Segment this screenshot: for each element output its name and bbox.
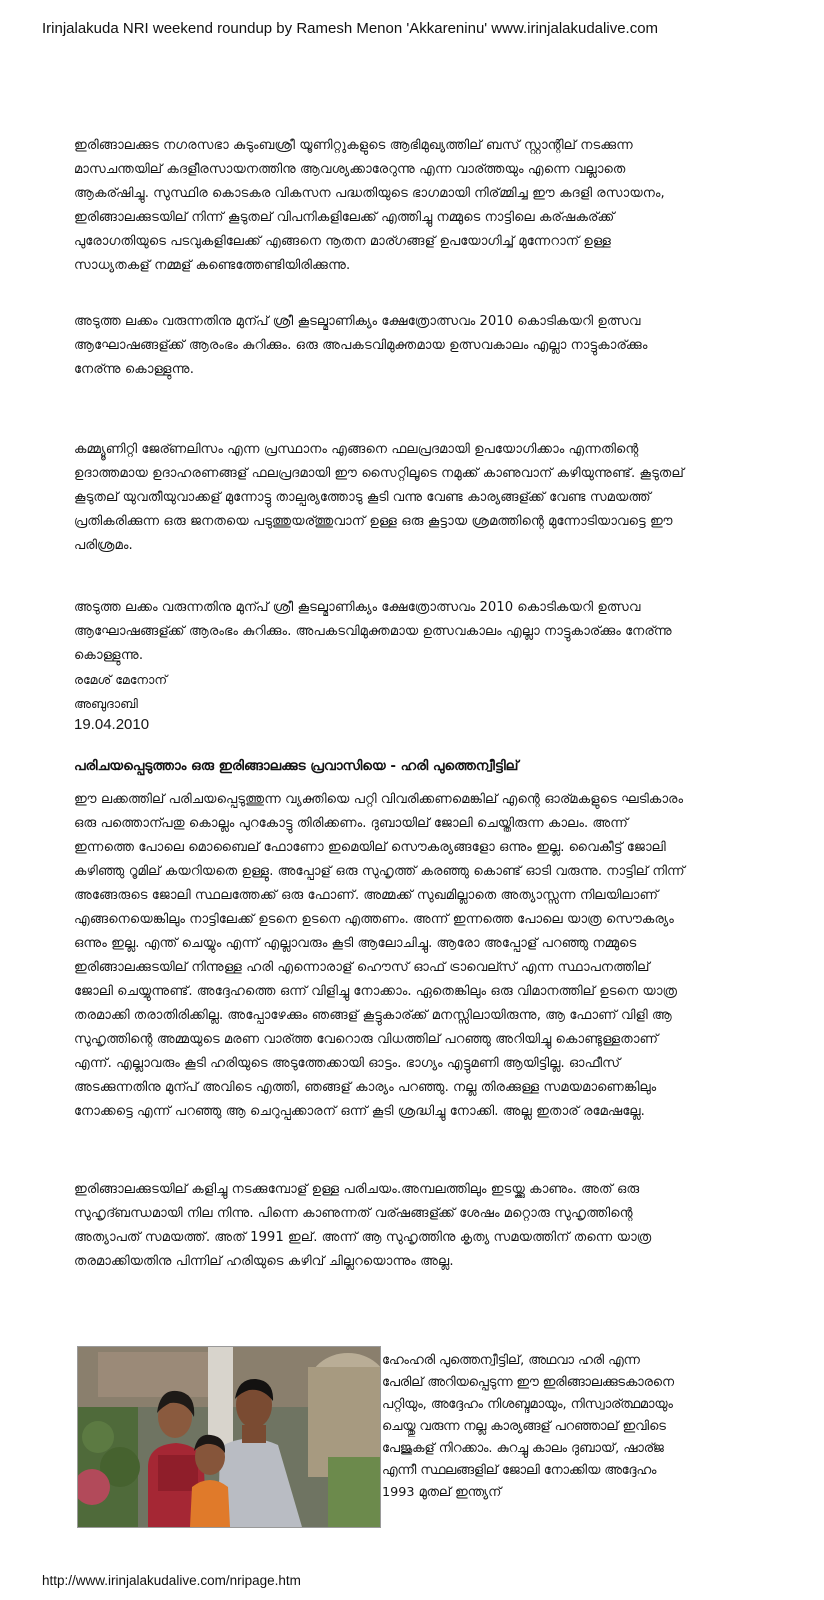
paragraph-festival-notice-repeat: അടുത്ത ലക്കം വരുന്നതിനു മുന്പ് ശ്രീ കൂടല്മാണിക്യം ക്ഷേത്രോത്സവം 2010 കൊടികയറി ഉത്സവ ആഘോഷങ്ങള്ക്ക് ആരംഭം കുറിക്കും. അപകടവിമുക്തമായ ഉത്സവകാലം എല്ലാ നാട്ടുകാര്ക്കും നേര്ന്നു കൊള്ളുന്നു. bbox=[74, 600, 672, 663]
page-url: http://www.irinjalakudalive.com/nripage.htm bbox=[42, 1573, 301, 1588]
article-paragraph-friendship: ഇരിങ്ങാലക്കുടയില് കളിച്ചു നടക്കുമ്പോള് ഉള്ള പരിചയം.അമ്പലത്തിലും ഇടയ്ക്കു കാണും. അത് ഒരു സുഹൃദ്ബന്ധമായി നില നിന്നു. പിന്നെ കാണുന്നത് വര്ഷങ്ങള്ക്ക് ശേഷം മറ്റൊരു സുഹൃത്തിന്റെ അത്യാപത് സമയത്ത്. അത് 1991 ഇല്. അന്ന് ആ സുഹൃത്തിനു കൃത്യ സമയത്തിന് തന്നെ യാത്ര തരമാക്കിയതിനു പിന്നില് ഹരിയുടെ കഴിവ് ചില്ലറയൊന്നും അല്ല. bbox=[74, 1182, 652, 1269]
photo-caption-text: ഹേംഹരി പുത്തെന്വീട്ടില്, അഥവാ ഹരി എന്ന പേരില് അറിയപ്പെടുന്ന ഈ ഇരിങ്ങാലക്കുടകാരനെ പറ്റിയും, അദ്ദേഹം നിശബ്ദമായും, നിസ്വാര്ത്ഥമായും ചെയ്തു വരുന്ന നല്ല കാര്യങ്ങള് പറഞ്ഞാല് ഇവിടെ പേജുകള് നിറക്കാം. കുറച്ചു കാലം ദുബായ്, ഷാര്ജ എന്നീ സ്ഥലങ്ങളില് ജോലി നോക്കിയ അദ്ദേഹം 1993 മുതല് ഇന്ത്യന് bbox=[382, 1353, 674, 1500]
family-photo-image bbox=[78, 1347, 380, 1527]
paragraph-kadali-rasayanam: ഇരിങ്ങാലക്കുട നഗരസഭാ കുടുംബശ്രീ യൂണിറ്റുകളുടെ ആഭിമുഖ്യത്തില് ബസ് സ്റ്റാന്റില് നടക്കുന്ന മാസചന്തയില് കദളീരസായനത്തിനു ആവശ്യക്കാരേറുന്നു എന്ന വാര്ത്തയും എന്നെ വല്ലാതെ ആകര്ഷിച്ചു. സുസ്ഥിര കൊടകര വികസന പദ്ധതിയുടെ ഭാഗമായി നിര്മ്മിച്ച ഈ കദളി രസായനം, ഇരിങ്ങാലക്കുടയില് നിന്ന് കൂടുതല് വിപനികളിലേക്ക് എത്തിച്ചു നമ്മുടെ നാട്ടിലെ കര്ഷകര്ക്ക് പുരോഗതിയുടെ പടവുകളിലേക്ക് എങ്ങനെ നൂതന മാര്ഗങ്ങള് ഉപയോഗിച്ച് മുന്നേറാന് ഉള്ള സാധ്യതകള് നമ്മള് കണ്ടെത്തേണ്ടിയിരിക്കുന്നു. bbox=[74, 138, 665, 273]
paragraph-community-journalism: കമ്മ്യൂണിറ്റി ജേര്ണലിസം എന്ന പ്രസ്ഥാനം എങ്ങനെ ഫലപ്രദമായി ഉപയോഗിക്കാം എന്നതിന്റെ ഉദാത്തമായ ഉദാഹരണങ്ങള് ഫലപ്രദമായി ഈ സൈറ്റിലൂടെ നമുക്ക് കാണുവാന് കഴിയുന്നുണ്ട്. കൂടുതല് കൂടുതല് യുവതീയുവാക്കള് മുന്നോട്ടു താല്പര്യത്തോടു കൂടി വന്നു വേണ്ട കാര്യങ്ങള്ക്ക് വേണ്ട സമയത്ത് പ്രതികരിക്കുന്ന ഒരു ജനതയെ പടുത്തുയര്ത്തുവാന് ഉള്ള ഒരു കൂട്ടായ ശ്രമത്തിന്റെ മുന്നോടിയാവട്ടെ ഈ പരിശ്രമം. bbox=[74, 442, 684, 553]
family-photo bbox=[77, 1346, 381, 1528]
article-paragraph-story: ഈ ലക്കത്തില് പരിചയപ്പെടുത്തുന്ന വ്യക്തിയെ പറ്റി വിവരിക്കണമെങ്കില് എന്റെ ഓര്മകളുടെ ഘടികാരം ഒരു പത്തൊന്പതു കൊല്ലം പുറകോട്ടു തിരിക്കണം. ദുബായില് ജോലി ചെയ്തിരുന്ന കാലം. അന്ന് ഇന്നത്തെ പോലെ മൊബൈല് ഫോണോ ഇമെയില് സൌകര്യങ്ങളോ ഒന്നും ഇല്ല. വൈകീട്ട് ജോലി കഴിഞ്ഞു റൂമില് കയറിയതെ ഉള്ളു. അപ്പോള് ഒരു സുഹൃത്ത് കരഞ്ഞു കൊണ്ട് ഓടി വരുന്നു. നാട്ടില് നിന്ന് അങ്ങേരുടെ ജോലി സ്ഥലത്തേക്ക് ഒരു ഫോണ്. അമ്മക്ക് സുഖമില്ലാതെ അത്യാസ്സന്ന നിലയിലാണ് എങ്ങനെയെങ്കിലും നാട്ടിലേക്ക് ഉടനെ ഉടനെ എത്തണം. അന്ന് ഇന്നത്തെ പോലെ യാത്ര സൌകര്യം ഒന്നും ഇല്ല. എന്ത് ചെയ്യും എന്ന് എല്ലാവരും കൂടി ആലോചിച്ചു. ആരോ അപ്പോള് പറഞ്ഞു നമ്മുടെ ഇരിങ്ങാലക്കുടയില് നിന്നുള്ള ഹരി എന്നൊരാള് ഹൌസ് ഓഫ് ട്രാവെല്സ് എന്ന സ്ഥാപനത്തില് ജോലി ചെയ്യുന്നുണ്ട്. അദ്ദേഹത്തെ ഒന്ന് വിളിച്ചു നോക്കാം. ഏതെങ്കിലും ഒരു വിമാനത്തില് ഉടനെ യാത്ര തരമാക്കി തരാതിരിക്കില്ല. അപ്പോഴേക്കും ഞങ്ങള് കൂട്ടുകാര്ക്ക് മനസ്സിലായിരുന്നു, ആ ഫോണ് വിളി ആ സുഹൃത്തിന്റെ അമ്മയുടെ മരണ വാര്ത്ത വേറൊരു വിധത്തില് പറഞ്ഞു അറിയിച്ചു കൊണ്ടുള്ളതാണ് എന്ന്. എല്ലാവരും കൂടി ഹരിയുടെ അടുത്തേക്കായി ഓട്ടം. ഭാഗ്യം എട്ടുമണി ആയിട്ടില്ല. ഓഫീസ് അടക്കുന്നതിനു മുന്പ് അവിടെ എത്തി, ഞങ്ങള് കാര്യം പറഞ്ഞു. നല്ല തിരക്കുള്ള സമയമാണെങ്കിലും നോക്കട്ടെ എന്ന് പറഞ്ഞു ആ ചെറുപ്പക്കാരന് ഒന്ന് കൂടി ശ്രദ്ധിച്ചു നോക്കി. അല്ല ഇതാര് രമേഷല്ലേ. bbox=[74, 792, 685, 1119]
paragraph-festival-notice: അടുത്ത ലക്കം വരുന്നതിനു മുന്പ് ശ്രീ കൂടല്മാണിക്യം ക്ഷേത്രോത്സവം 2010 കൊടികയറി ഉത്സവ ആഘോഷങ്ങള്ക്ക് ആരംഭം കുറിക്കും. ഒരു അപകടവിമുക്തമായ ഉത്സവകാലം എല്ലാ നാട്ടുകാര്ക്കും നേര്ന്നു കൊള്ളുന്നു. bbox=[74, 314, 648, 377]
article-heading: പരിചയപ്പെടുത്താം ഒരു ഇരിങ്ങാലക്കുട പ്രവാസിയെ - ഹരി പുത്തെന്വീട്ടില് bbox=[74, 758, 519, 774]
signature-place: അബുദാബി bbox=[74, 696, 138, 711]
signature-date: 19.04.2010 bbox=[74, 716, 150, 733]
page-header: Irinjalakuda NRI weekend roundup by Ramesh Menon 'Akkareninu' www.irinjalakudalive.com bbox=[42, 20, 659, 37]
signature-name: രമേശ് മേനോന് bbox=[74, 672, 168, 687]
